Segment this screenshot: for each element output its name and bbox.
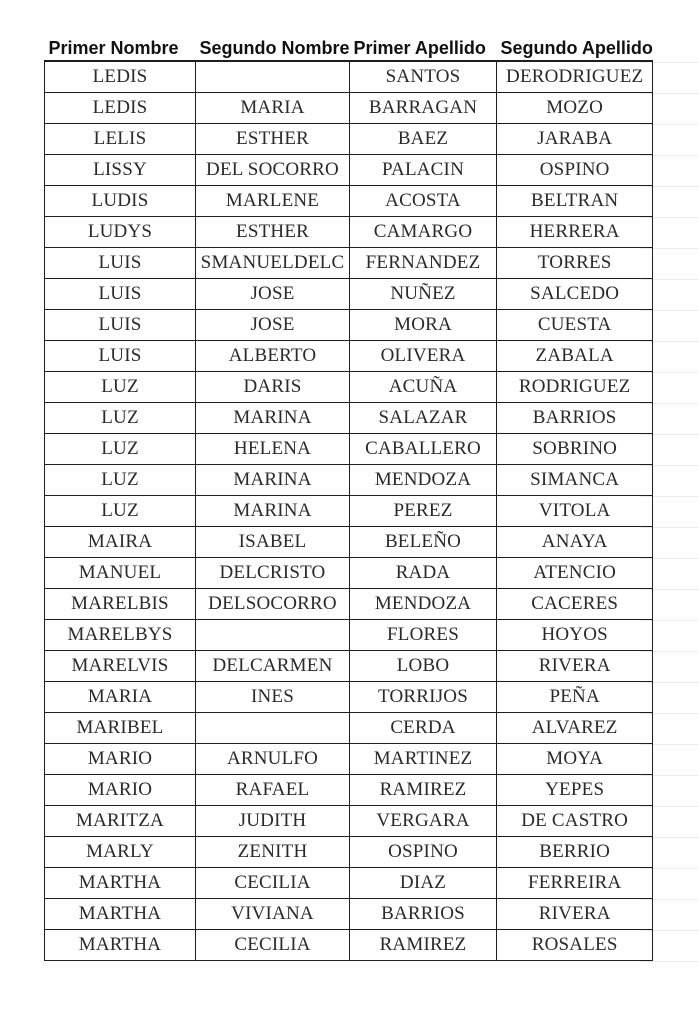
cell-primer-apellido[interactable]: OSPINO: [350, 837, 497, 868]
cell-segundo-apellido[interactable]: SIMANCA: [497, 465, 653, 496]
table-row: [45, 496, 653, 527]
cell-segundo-apellido[interactable]: ANAYA: [497, 527, 653, 558]
cell-segundo-nombre[interactable]: JOSE: [196, 310, 350, 341]
cell-segundo-apellido[interactable]: MOZO: [497, 93, 653, 124]
table-row: [45, 775, 653, 806]
cell-primer-nombre[interactable]: LUIS: [45, 341, 196, 372]
cell-primer-nombre[interactable]: LUIS: [45, 279, 196, 310]
cell-primer-nombre[interactable]: LELIS: [45, 124, 196, 155]
cell-segundo-apellido[interactable]: ROSALES: [497, 930, 653, 961]
cell-segundo-apellido[interactable]: BARRIOS: [497, 403, 653, 434]
table-row: [45, 558, 653, 589]
table-row: [45, 155, 653, 186]
table-row: [45, 372, 653, 403]
cell-segundo-nombre[interactable]: CECILIA: [196, 868, 350, 899]
cell-primer-nombre[interactable]: LEDIS: [45, 93, 196, 124]
cell-segundo-nombre[interactable]: JUDITH: [196, 806, 350, 837]
table-row: [45, 341, 653, 372]
cell-segundo-nombre[interactable]: JOSE: [196, 279, 350, 310]
cell-primer-apellido[interactable]: PALACIN: [350, 155, 497, 186]
cell-primer-apellido[interactable]: LOBO: [350, 651, 497, 682]
table-row: [45, 868, 653, 899]
cell-segundo-nombre[interactable]: ARNULFO: [196, 744, 350, 775]
table-row: [45, 186, 653, 217]
background-gridline: [641, 961, 699, 962]
cell-segundo-apellido[interactable]: RIVERA: [497, 899, 653, 930]
header-primer-nombre: Primer Nombre: [48, 38, 179, 58]
cell-segundo-nombre[interactable]: DELCRISTO: [196, 558, 350, 589]
cell-segundo-nombre[interactable]: CECILIA: [196, 930, 350, 961]
cell-primer-apellido[interactable]: SALAZAR: [350, 403, 497, 434]
table-row: [45, 682, 653, 713]
cell-segundo-apellido[interactable]: TORRES: [497, 248, 653, 279]
table-row: [45, 93, 653, 124]
cell-segundo-nombre[interactable]: DELSOCORRO: [196, 589, 350, 620]
cell-primer-apellido[interactable]: MARTINEZ: [350, 744, 497, 775]
cell-primer-nombre[interactable]: LUIS: [45, 310, 196, 341]
cell-segundo-apellido[interactable]: FERREIRA: [497, 868, 653, 899]
cell-primer-apellido[interactable]: FERNANDEZ: [350, 248, 497, 279]
table-row: [45, 279, 653, 310]
cell-segundo-apellido[interactable]: ALVAREZ: [497, 713, 653, 744]
cell-primer-nombre[interactable]: LISSY: [45, 155, 196, 186]
cell-primer-apellido[interactable]: OLIVERA: [350, 341, 497, 372]
cell-segundo-apellido[interactable]: ATENCIO: [497, 558, 653, 589]
table-row: [45, 61, 653, 93]
cell-primer-apellido[interactable]: DIAZ: [350, 868, 497, 899]
cell-segundo-apellido[interactable]: DE CASTRO: [497, 806, 653, 837]
cell-segundo-nombre[interactable]: MARINA: [196, 496, 350, 527]
cell-segundo-apellido[interactable]: HERRERA: [497, 217, 653, 248]
cell-primer-nombre[interactable]: MARELVIS: [45, 651, 196, 682]
cell-primer-nombre[interactable]: MARELBYS: [45, 620, 196, 651]
table-row: [45, 930, 653, 961]
cell-segundo-apellido[interactable]: BELTRAN: [497, 186, 653, 217]
table-row: [45, 899, 653, 930]
cell-primer-nombre[interactable]: LUZ: [45, 434, 196, 465]
cell-primer-apellido[interactable]: TORRIJOS: [350, 682, 497, 713]
cell-primer-nombre[interactable]: LUDIS: [45, 186, 196, 217]
cell-primer-nombre[interactable]: LUDYS: [45, 217, 196, 248]
cell-segundo-nombre[interactable]: MARLENE: [196, 186, 350, 217]
table-row: [45, 403, 653, 434]
cell-primer-nombre[interactable]: LUIS: [45, 248, 196, 279]
cell-primer-nombre[interactable]: MAIRA: [45, 527, 196, 558]
table-row: [45, 713, 653, 744]
table-row: [45, 465, 653, 496]
cell-segundo-nombre[interactable]: DELCARMEN: [196, 651, 350, 682]
cell-segundo-nombre[interactable]: [196, 713, 350, 744]
cell-primer-nombre[interactable]: LUZ: [45, 372, 196, 403]
cell-primer-nombre[interactable]: MARLY: [45, 837, 196, 868]
cell-primer-nombre[interactable]: MARIA: [45, 682, 196, 713]
cell-segundo-apellido[interactable]: JARABA: [497, 124, 653, 155]
cell-primer-apellido[interactable]: RAMIREZ: [350, 775, 497, 806]
cell-segundo-apellido[interactable]: SOBRINO: [497, 434, 653, 465]
cell-segundo-nombre[interactable]: RAFAEL: [196, 775, 350, 806]
cell-primer-apellido[interactable]: SANTOS: [350, 61, 497, 93]
cell-primer-nombre[interactable]: MARELBIS: [45, 589, 196, 620]
table-row: [45, 589, 653, 620]
cell-primer-apellido[interactable]: CERDA: [350, 713, 497, 744]
cell-segundo-apellido[interactable]: CACERES: [497, 589, 653, 620]
cell-segundo-apellido[interactable]: MOYA: [497, 744, 653, 775]
cell-primer-apellido[interactable]: ACOSTA: [350, 186, 497, 217]
cell-segundo-nombre[interactable]: ESTHER: [196, 124, 350, 155]
cell-primer-nombre[interactable]: MARITZA: [45, 806, 196, 837]
cell-primer-apellido[interactable]: CAMARGO: [350, 217, 497, 248]
cell-primer-apellido[interactable]: MORA: [350, 310, 497, 341]
cell-segundo-nombre[interactable]: MARIA: [196, 93, 350, 124]
cell-segundo-apellido[interactable]: PEÑA: [497, 682, 653, 713]
cell-primer-apellido[interactable]: ACUÑA: [350, 372, 497, 403]
table-row: [45, 248, 653, 279]
cell-primer-nombre[interactable]: MARTHA: [45, 930, 196, 961]
cell-primer-nombre[interactable]: LEDIS: [45, 61, 196, 93]
cell-primer-nombre[interactable]: MARIO: [45, 775, 196, 806]
cell-primer-apellido[interactable]: BELEÑO: [350, 527, 497, 558]
cell-primer-nombre[interactable]: MARIBEL: [45, 713, 196, 744]
cell-segundo-nombre[interactable]: VIVIANA: [196, 899, 350, 930]
cell-primer-apellido[interactable]: BARRIOS: [350, 899, 497, 930]
table-row: [45, 837, 653, 868]
cell-primer-nombre[interactable]: MARTHA: [45, 899, 196, 930]
header-row: [45, 36, 653, 61]
cell-segundo-apellido[interactable]: OSPINO: [497, 155, 653, 186]
cell-primer-nombre[interactable]: MARIO: [45, 744, 196, 775]
cell-segundo-nombre[interactable]: ALBERTO: [196, 341, 350, 372]
cell-segundo-nombre[interactable]: ZENITH: [196, 837, 350, 868]
cell-segundo-nombre[interactable]: MARINA: [196, 465, 350, 496]
cell-primer-nombre[interactable]: LUZ: [45, 465, 196, 496]
cell-segundo-apellido[interactable]: SALCEDO: [497, 279, 653, 310]
cell-primer-apellido[interactable]: FLORES: [350, 620, 497, 651]
table-row: [45, 217, 653, 248]
cell-segundo-apellido[interactable]: RODRIGUEZ: [497, 372, 653, 403]
names-table: [44, 36, 653, 961]
table-row: [45, 744, 653, 775]
table-row: [45, 651, 653, 682]
header-segundo-nombre: Segundo Nombre: [199, 38, 350, 58]
cell-segundo-nombre[interactable]: DEL SOCORRO: [196, 155, 350, 186]
table-row: [45, 806, 653, 837]
cell-primer-apellido[interactable]: RAMIREZ: [350, 930, 497, 961]
cell-segundo-nombre[interactable]: [196, 620, 350, 651]
cell-primer-apellido[interactable]: MENDOZA: [350, 589, 497, 620]
cell-segundo-apellido[interactable]: HOYOS: [497, 620, 653, 651]
cell-primer-apellido[interactable]: VERGARA: [350, 806, 497, 837]
cell-segundo-nombre[interactable]: MARINA: [196, 403, 350, 434]
cell-segundo-apellido[interactable]: DERODRIGUEZ: [497, 61, 653, 93]
cell-segundo-nombre[interactable]: ISABEL: [196, 527, 350, 558]
cell-primer-nombre[interactable]: MANUEL: [45, 558, 196, 589]
cell-primer-apellido[interactable]: MENDOZA: [350, 465, 497, 496]
cell-primer-apellido[interactable]: CABALLERO: [350, 434, 497, 465]
cell-segundo-apellido[interactable]: VITOLA: [497, 496, 653, 527]
cell-segundo-nombre[interactable]: [196, 61, 350, 93]
cell-segundo-nombre[interactable]: HELENA: [196, 434, 350, 465]
cell-primer-nombre[interactable]: LUZ: [45, 403, 196, 434]
cell-segundo-nombre[interactable]: DARIS: [196, 372, 350, 403]
cell-segundo-apellido[interactable]: ZABALA: [497, 341, 653, 372]
cell-segundo-apellido[interactable]: BERRIO: [497, 837, 653, 868]
cell-segundo-apellido[interactable]: CUESTA: [497, 310, 653, 341]
table-row: [45, 527, 653, 558]
cell-primer-apellido[interactable]: PEREZ: [350, 496, 497, 527]
cell-primer-apellido[interactable]: BAEZ: [350, 124, 497, 155]
cell-segundo-nombre[interactable]: SMANUELDELC: [196, 248, 350, 279]
cell-primer-nombre[interactable]: MARTHA: [45, 868, 196, 899]
table-row: [45, 310, 653, 341]
table-body: [45, 61, 653, 961]
cell-segundo-apellido[interactable]: YEPES: [497, 775, 653, 806]
table-row: [45, 620, 653, 651]
header-primer-apellido: Primer Apellido: [353, 38, 486, 58]
cell-segundo-apellido[interactable]: RIVERA: [497, 651, 653, 682]
cell-primer-apellido[interactable]: RADA: [350, 558, 497, 589]
cell-segundo-nombre[interactable]: ESTHER: [196, 217, 350, 248]
table-row: [45, 124, 653, 155]
cell-primer-apellido[interactable]: BARRAGAN: [350, 93, 497, 124]
cell-primer-apellido[interactable]: NUÑEZ: [350, 279, 497, 310]
table-row: [45, 434, 653, 465]
cell-primer-nombre[interactable]: LUZ: [45, 496, 196, 527]
cell-segundo-nombre[interactable]: INES: [196, 682, 350, 713]
header-segundo-apellido: Segundo Apellido: [500, 38, 653, 58]
